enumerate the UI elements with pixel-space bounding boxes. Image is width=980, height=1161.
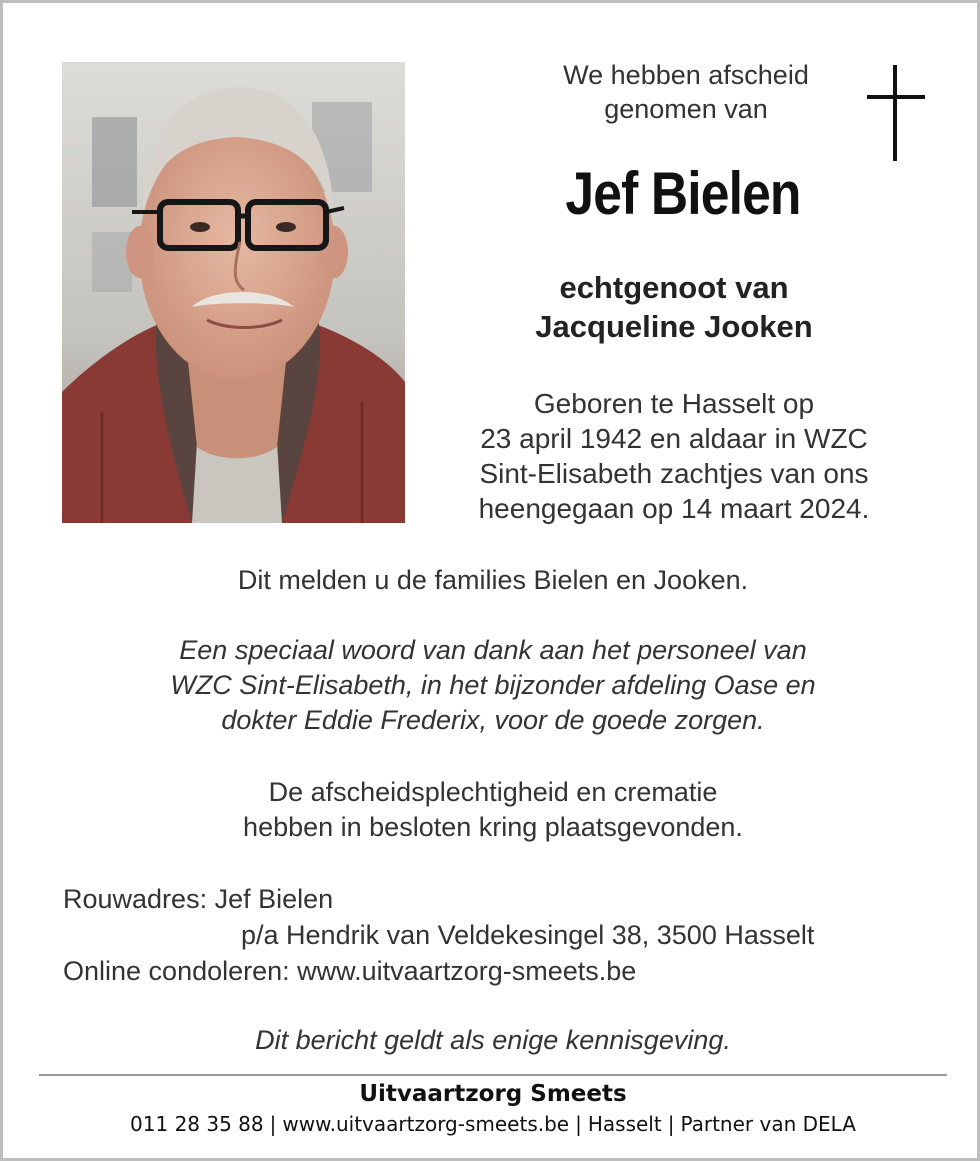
condolence-link[interactable]: Online condoleren: www.uitvaartzorg-smeets.be [63, 956, 637, 986]
families-text: Dit melden u de families Bielen en Jooken. [237, 565, 749, 595]
ceremony-text [63, 775, 923, 845]
footer-divider [39, 1074, 947, 1076]
mourning-address [63, 881, 923, 989]
thanks-text [63, 633, 923, 738]
footer-separator: | [269, 1112, 277, 1136]
spouse-line: echtgenoot van [559, 270, 789, 305]
footer-partner: Partner van DELA [680, 1112, 856, 1136]
born-line: 23 april 1942 en aldaar in WZC [480, 423, 868, 454]
address-line-street: p/a Hendrik van Veldekesingel 38, 3500 Hasselt [241, 920, 815, 950]
born-text [443, 386, 905, 526]
intro-line: genomen van [604, 94, 768, 124]
spouse-text [473, 268, 875, 346]
intro-line: We hebben afscheid [563, 60, 809, 90]
intro-text [523, 58, 849, 126]
ceremony-line: De afscheidsplechtigheid en crematie [268, 777, 718, 807]
notice-text: Dit bericht geldt als enige kennisgeving. [255, 1025, 731, 1055]
footer-website[interactable]: www.uitvaartzorg-smeets.be [282, 1112, 570, 1136]
born-line: Geboren te Hasselt op [533, 388, 815, 419]
thanks-line: WZC Sint-Elisabeth, in het bijzonder afdeling Oase en [170, 670, 816, 700]
address-line-name: Rouwadres: Jef Bielen [63, 884, 334, 914]
born-line: Sint-Elisabeth zachtjes van ons [479, 458, 869, 489]
portrait-photo [62, 62, 405, 523]
footer-city: Hasselt [587, 1112, 662, 1136]
footer-contact [39, 1110, 947, 1138]
spouse-line: Jacqueline Jooken [535, 309, 813, 344]
ceremony-line: hebben in besloten kring plaatsgevonden. [243, 812, 743, 842]
footer-separator: | [667, 1112, 675, 1136]
thanks-line: Een speciaal woord van dank aan het personeel van [179, 635, 807, 665]
deceased-name: Jef Bielen [565, 160, 801, 227]
cross-icon [867, 65, 925, 161]
funeral-company-name: Uitvaartzorg Smeets [359, 1081, 627, 1107]
thanks-line: dokter Eddie Frederix, voor de goede zorgen. [221, 705, 765, 735]
footer-phone[interactable]: 011 28 35 88 [130, 1112, 264, 1136]
footer-separator: | [575, 1112, 582, 1136]
born-line: heengegaan op 14 maart 2024. [478, 493, 870, 524]
